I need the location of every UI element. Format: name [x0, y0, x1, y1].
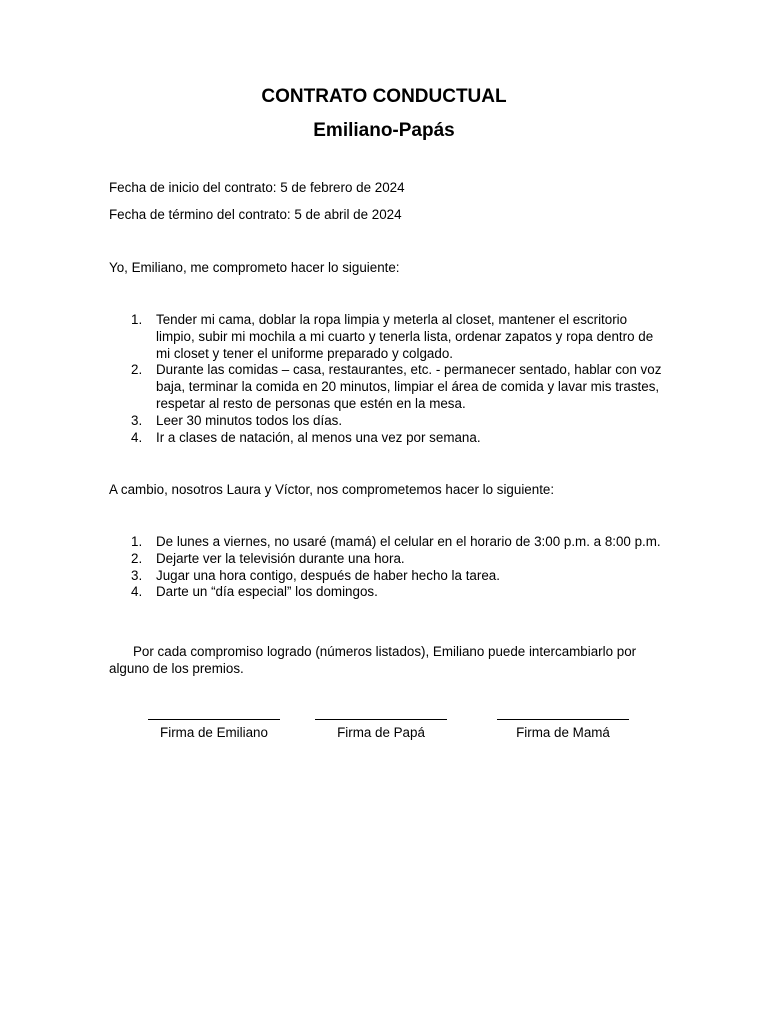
signature-dad — [315, 719, 447, 741]
list-number: 1. — [131, 312, 143, 327]
list-item — [109, 430, 669, 447]
document-title: CONTRATO CONDUCTUAL — [261, 86, 507, 107]
list-number: 4. — [131, 584, 143, 600]
signature-emiliano — [148, 719, 280, 741]
list-number: 1. — [131, 534, 143, 549]
list-item — [109, 312, 669, 362]
signature-label: Firma de Mamá — [516, 725, 610, 740]
list-text: Leer 30 minutos todos los días. — [156, 412, 343, 428]
list-text: Durante las comidas – casa, restaurantes, etc. - permanecer sentado, hablar con voz baja, terminar la comida en 20 minutos, limpiar el área de comida y lavar mis trastes, respetar al resto de personas que estén en la mesa. — [156, 362, 662, 411]
list-item — [109, 413, 669, 430]
list-text: De lunes a viernes, no usaré (mamá) el celular en el horario de 3:00 p.m. a 8:00 p.m. — [156, 534, 661, 549]
start-date: Fecha de inicio del contrato: 5 de febrero de 2024 — [109, 180, 405, 195]
list-item — [109, 551, 669, 568]
list-item — [109, 584, 669, 601]
document-subtitle: Emiliano-Papás — [313, 120, 455, 141]
list-text: Darte un “día especial” los domingos. — [156, 584, 378, 600]
signature-label: Firma de Emiliano — [160, 725, 268, 740]
end-date: Fecha de término del contrato: 5 de abril de 2024 — [109, 207, 402, 222]
parent-commitments-list — [109, 534, 669, 601]
parents-intro: A cambio, nosotros Laura y Víctor, nos comprometemos hacer lo siguiente: — [109, 482, 555, 497]
signature-label: Firma de Papá — [337, 725, 425, 740]
list-item — [109, 568, 669, 585]
list-text: Jugar una hora contigo, después de haber hecho la tarea. — [156, 567, 500, 583]
list-text: Ir a clases de natación, al menos una vez por semana. — [156, 429, 481, 445]
signature-mom — [497, 719, 629, 741]
list-item — [109, 362, 669, 412]
list-number: 3. — [131, 567, 143, 583]
list-number: 4. — [131, 429, 143, 445]
list-number: 3. — [131, 412, 143, 428]
list-number: 2. — [131, 362, 143, 378]
closing-paragraph: Por cada compromiso logrado (números listados), Emiliano puede intercambiarlo por alguno de los premios. — [109, 644, 637, 676]
list-number: 2. — [131, 550, 143, 566]
child-intro: Yo, Emiliano, me comprometo hacer lo siguiente: — [109, 260, 400, 275]
signature-line — [148, 719, 280, 720]
signature-line — [315, 719, 447, 720]
list-text: Dejarte ver la televisión durante una hora. — [156, 550, 405, 566]
child-commitments-list — [109, 312, 669, 446]
list-item — [109, 534, 669, 551]
signature-line — [497, 719, 629, 720]
list-text: Tender mi cama, doblar la ropa limpia y meterla al closet, mantener el escritorio limpio, subir mi mochila a mi cuarto y tenerla lista, ordenar zapatos y ropa dentro de mi closet y tener el uniforme preparado y colgado. — [156, 312, 654, 361]
